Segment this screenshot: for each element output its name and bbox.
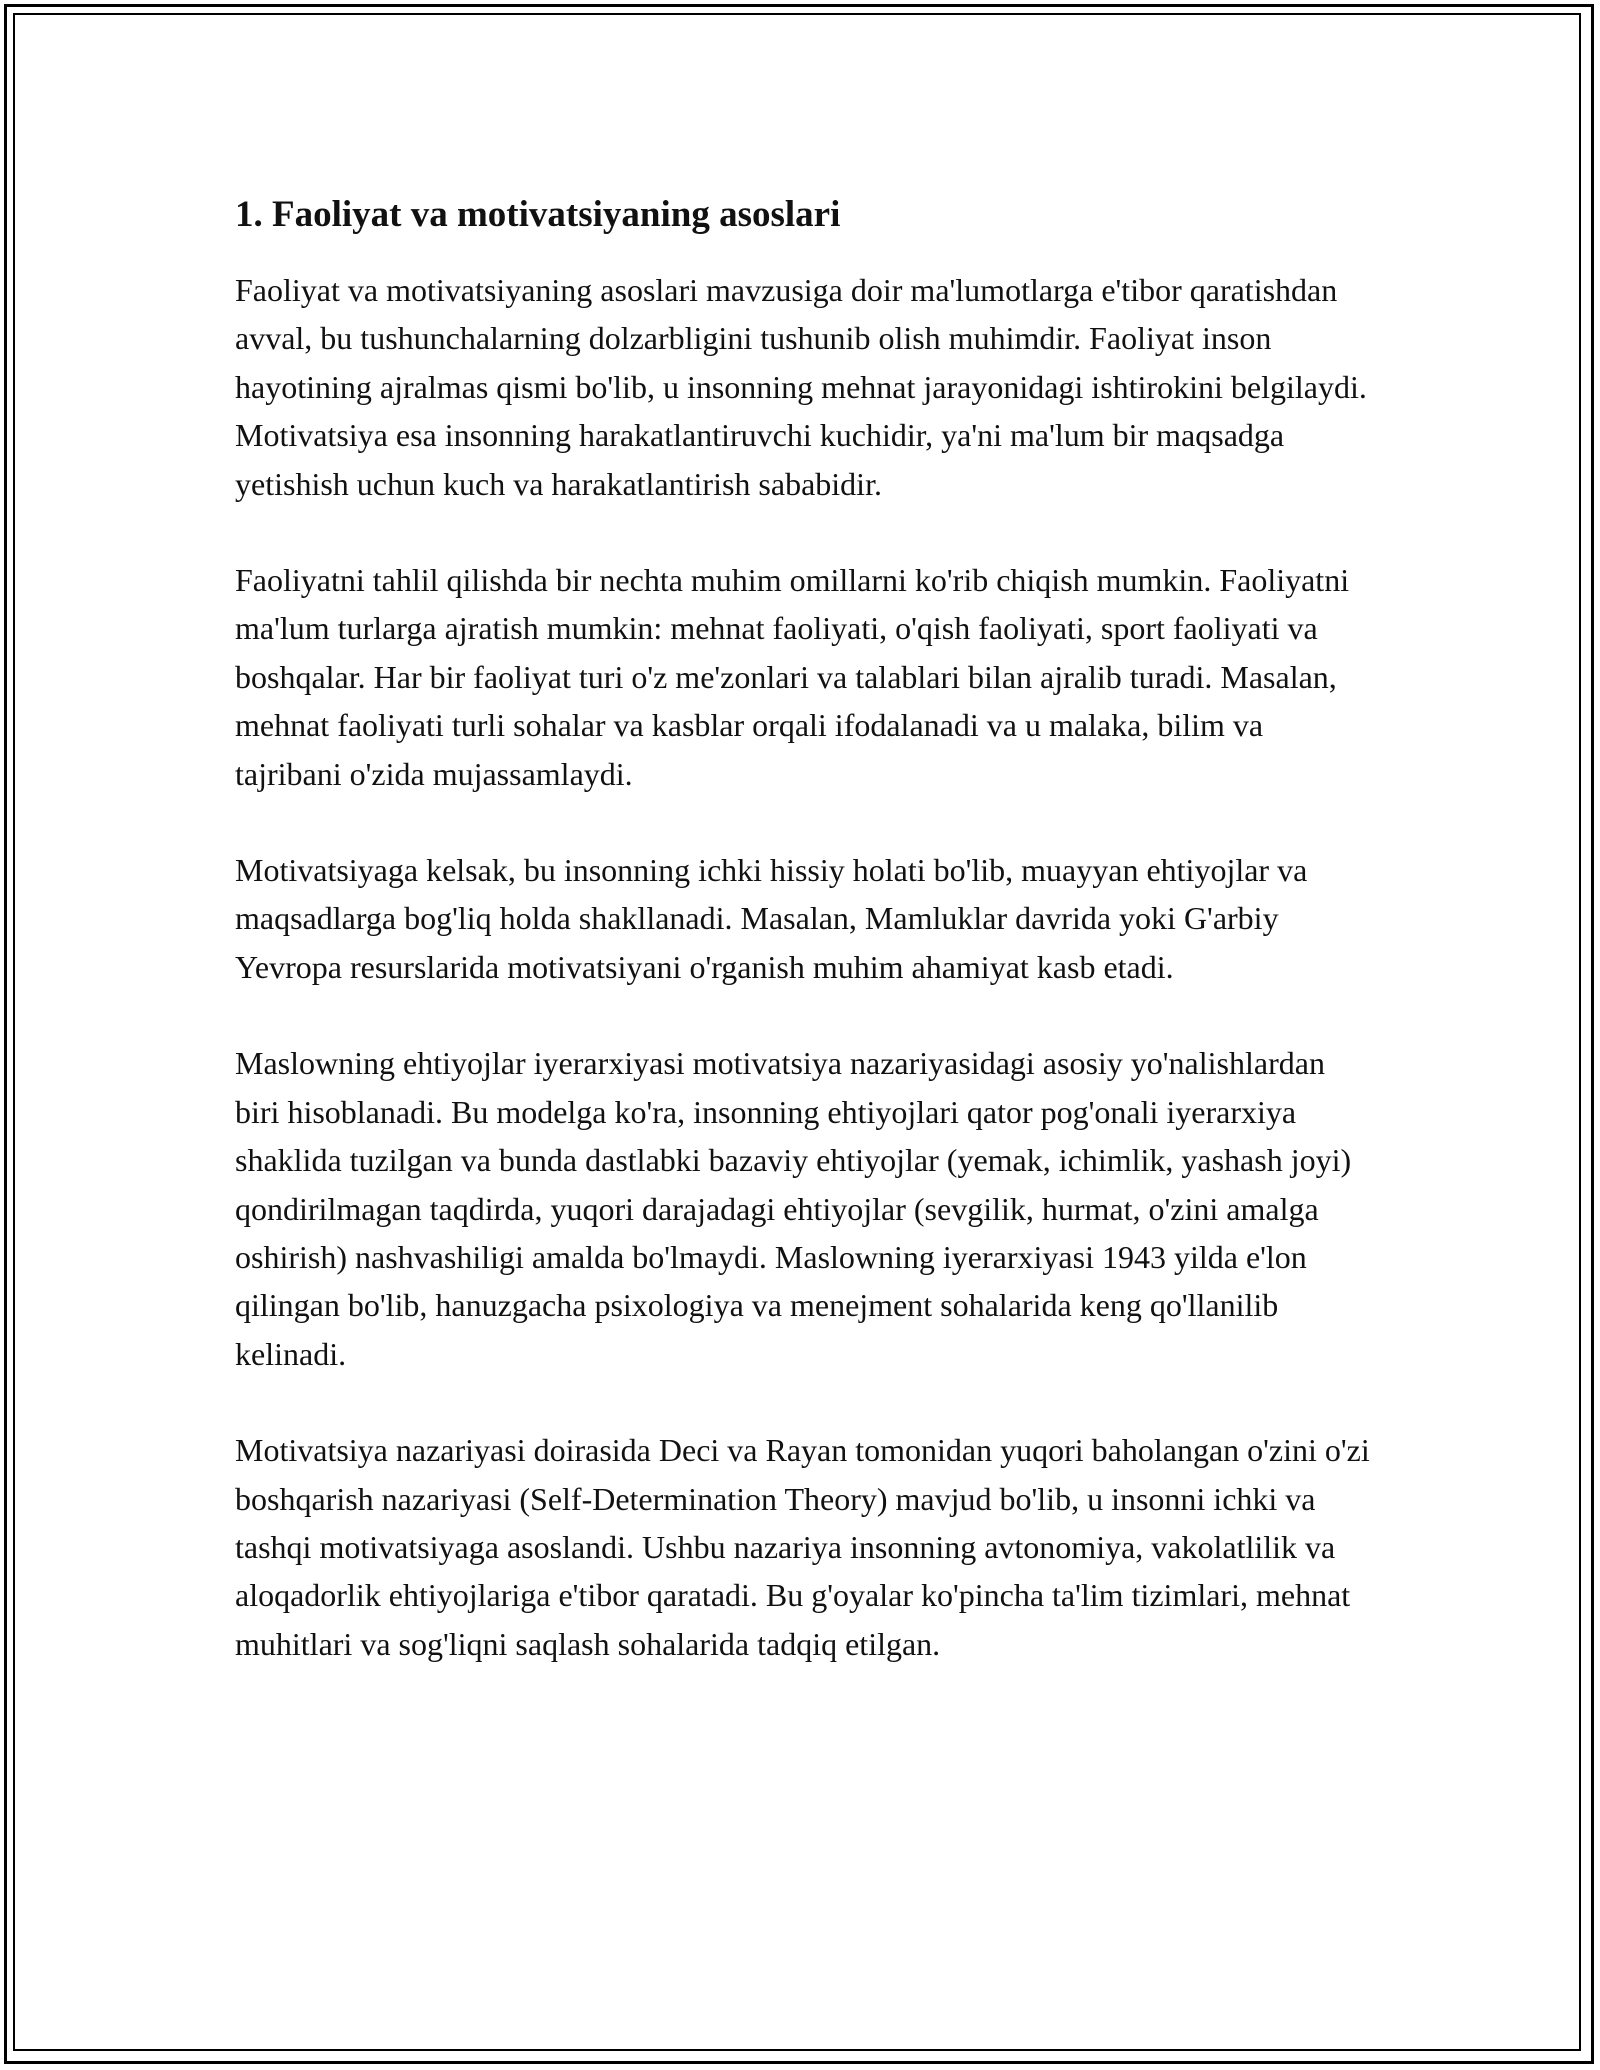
paragraph-2: Faoliyatni tahlil qilishda bir nechta muhim omillarni ko'rib chiqish mumkin. Faoliyatni ma'lum turlarga ajratish mumkin: mehnat faoliyati, o'qish faoliyati, sport faoliyati va boshqalar. Har bir faoliyat turi o'z me'zonlari va talablari bilan ajralib turadi. Masalan, mehnat faoliyati turli sohalar va kasblar orqali ifodalanadi va u malaka, bilim va tajribani o'zida mujassamlaydi. <box>235 562 1350 792</box>
paragraph-5: Motivatsiya nazariyasi doirasida Deci va Rayan tomonidan yuqori baholangan o'zini o'zi boshqarish nazariyasi (Self-Determination Theory) mavjud bo'lib, u insonni ichki va tashqi motivatsiyaga asoslandi. Ushbu nazariya insonning avtonomiya, vakolatlilik va aloqadorlik ehtiyojlariga e'tibor qaratadi. Bu g'oyalar ko'pincha ta'lim tizimlari, mehnat muhitlari va sog'liqni saqlash sohalarida tadqiq etilgan. <box>235 1432 1370 1662</box>
paragraph-4: Maslowning ehtiyojlar iyerarxiyasi motivatsiya nazariyasidagi asosiy yo'nalishlardan biri hisoblanadi. Bu modelga ko'ra, insonning ehtiyojlari qator pog'onali iyerarxiya shaklida tuzilgan va bunda dastlabki bazaviy ehtiyojlar (yemak, ichimlik, yashash joyi) qondirilmagan taqdirda, yuqori darajadagi ehtiyojlar (sevgilik, hurmat, o'zini amalga oshirish) nashvashiligi amalda bo'lmaydi. Maslowning iyerarxiyasi 1943 yilda e'lon qilingan bo'lib, hanuzgacha psixologiya va menejment sohalarida keng qo'llanilib kelinadi. <box>235 1045 1352 1372</box>
paragraph-3: Motivatsiyaga kelsak, bu insonning ichki hissiy holati bo'lib, muayyan ehtiyojlar va maqsadlarga bog'liq holda shakllanadi. Masalan, Mamluklar davrida yoki G'arbiy Yevropa resurslarida motivatsiyani o'rganish muhim ahamiyat kasb etadi. <box>235 852 1308 985</box>
document-body <box>235 190 1370 1716</box>
section-heading: 1. Faoliyat va motivatsiyaning asoslari <box>235 194 841 235</box>
paragraph-1: Faoliyat va motivatsiyaning asoslari mavzusiga doir ma'lumotlarga e'tibor qaratishdan avval, bu tushunchalarning dolzarbligini tushunib olish muhimdir. Faoliyat inson hayotining ajralmas qismi bo'lib, u insonning mehnat jarayonidagi ishtirokini belgilaydi. Motivatsiya esa insonning harakatlantiruvchi kuchidir, ya'ni ma'lum bir maqsadga yetishish uchun kuch va harakatlantirish sababidir. <box>235 272 1367 502</box>
